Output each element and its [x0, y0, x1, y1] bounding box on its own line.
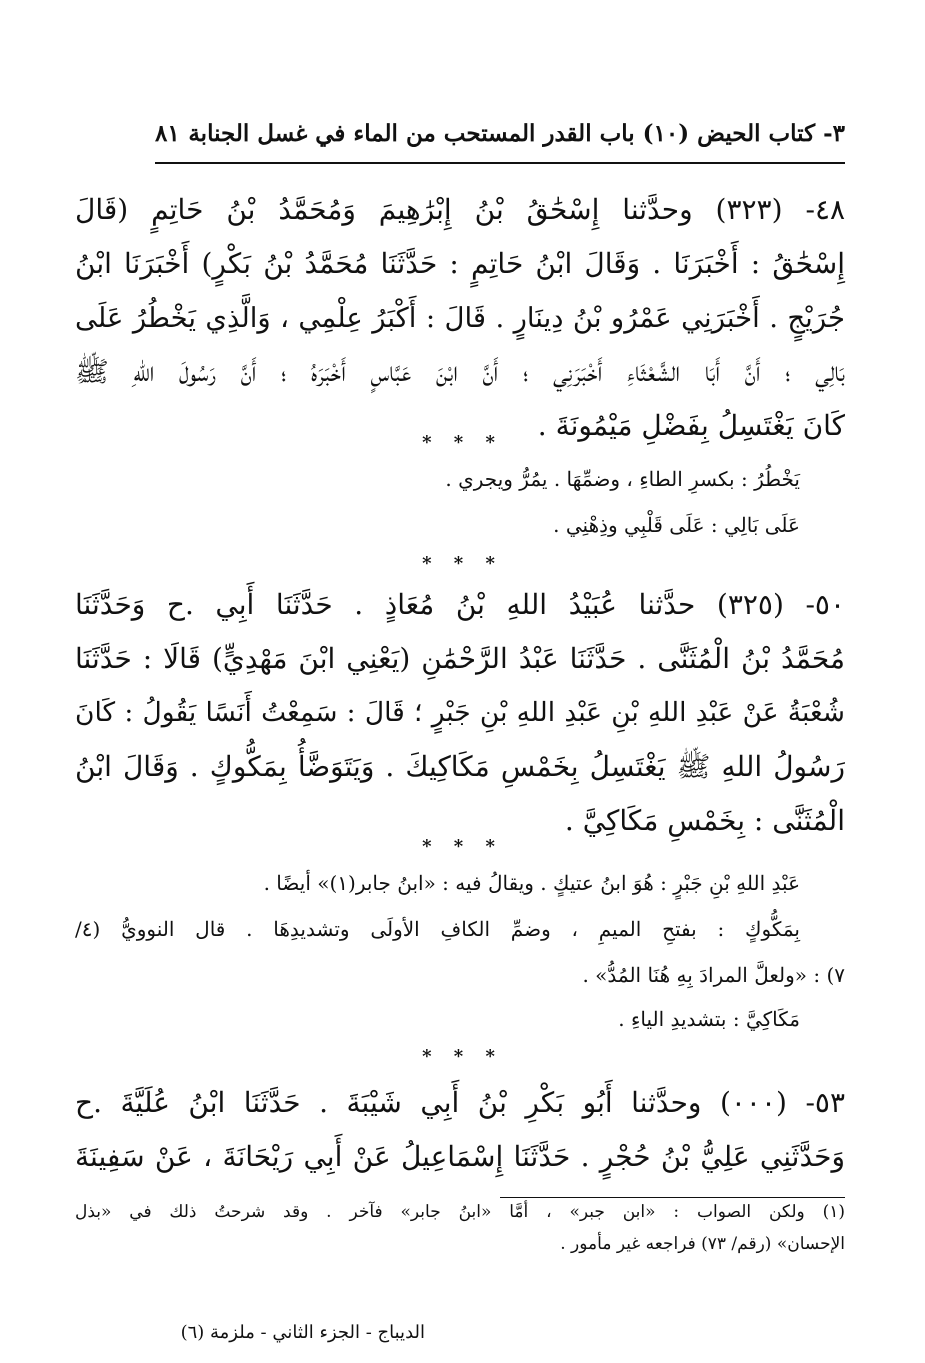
hadith-48-line-5: كَانَ يَغْتَسِلُ بِفَضْلِ مَيْمُونَةَ . [537, 409, 845, 442]
section-separator: * * * [422, 1046, 503, 1067]
footnote-line-1: (١) ولكن الصواب : «ابن جبر» ، أمَّا «ابنُ جابر» فآخر . وقد شرحتُ ذلك في «بذل [75, 1202, 845, 1222]
note-makkuk-continued: ٧) : «ولعلَّ المرادَ بِهِ هُنَا المُدُّ» . [582, 963, 845, 987]
header-rule [155, 162, 845, 164]
hadith-50-line-2: مُحَمَّدُ بْنُ الْمُثَنَّى . حَدَّثَنَا عَبْدُ الرَّحْمَٰنِ (يَعْنِي ابْنَ مَهْدِيٍّ) قَالَا : حَدَّثَنَا [75, 642, 845, 675]
hadith-48-line-4: بَالِي ؛ أَنَّ أَبَا الشَّعْثَاءِ أَخْبَرَنِي ؛ أَنَّ ابْنَ عَبَّاسٍ أَخْبَرَهُ ؛ أَنَّ رَسُولَ اللهِ ﷺ [75, 355, 845, 388]
hadith-53-line-2: وَحَدَّثَنِي عَلِيُّ بْنُ حُجْرٍ . حَدَّثَنَا إِسْمَاعِيلُ عَنْ أَبِي رَيْحَانَةَ ، عَنْ سَفِينَةَ [75, 1140, 845, 1173]
note-makkuk: بِمَكُّوكٍ : بفتحِ الميمِ ، وضمِّ الكافِ الأولَى وتشديدِهَا . قال النوويُّ (٤/ [75, 917, 800, 941]
signature-mark: الديباج - الجزء الثاني - ملزمة (٦) [180, 1322, 425, 1343]
hadith-48-line-3: جُرَيْجٍ . أَخْبَرَنِي عَمْرُو بْنُ دِينَارٍ . قَالَ : أَكْبَرُ عِلْمِي ، وَالَّذِي يَخْطُرُ عَلَى [75, 302, 845, 334]
hadith-53-line-1: ٥٣- (٠٠٠) وحدَّثنا أَبُو بَكْرِ بْنُ أَبِي شَيْبَةَ . حَدَّثَنَا ابْنُ عُلَيَّةَ .ح [75, 1086, 845, 1119]
footnote-line-2: الإحسان» (رقم/ ٧٣) فراجعه غير مأمور . [560, 1234, 845, 1254]
note-yakhturu: يَخْطُرُ : بكسرِ الطاءِ ، وضمِّهَا . يمُرُّ ويجري . [445, 467, 800, 491]
section-separator: * * * [422, 553, 503, 574]
page-number: ٨١ [155, 120, 180, 147]
running-header [155, 120, 845, 158]
header-title: ٣- كتاب الحيض (١٠) باب القدر المستحب من الماء في غسل الجنابة [188, 120, 845, 147]
hadith-48-line-2: إِسْحَٰقُ : أَخْبَرَنَا . وَقَالَ ابْنُ حَاتِمٍ : حَدَّثَنَا مُحَمَّدُ بْنُ بَكْرٍ) أَخْبَرَنَا ابْنُ [75, 247, 845, 280]
note-ala-bali: عَلَى بَالِي : عَلَى قَلْبِي وذِهْنِي . [553, 513, 800, 537]
hadith-50-line-3: شُعْبَةُ عَنْ عَبْدِ اللهِ بْنِ عَبْدِ اللهِ بْنِ جَبْرٍ ؛ قَالَ : سَمِعْتُ أَنَسًا يَقُولُ : كَانَ [75, 697, 845, 728]
note-abdullah-ibn-jabr: عَبْدِ اللهِ بْنِ جَبْرٍ : هُوَ ابنُ عتيكٍ . ويقالُ فيه : «ابنُ جابر(١)» أيضًا . [263, 871, 800, 895]
note-makaki: مَكَاكِيَّ : بتشديدِ الياءِ . [618, 1007, 800, 1031]
section-separator: * * * [422, 836, 503, 857]
section-separator: * * * [422, 432, 503, 453]
hadith-48-line-1: ٤٨- (٣٢٣) وحدَّثنا إِسْحَٰقُ بْنُ إِبْرَٰهِيمَ وَمُحَمَّدُ بْنُ حَاتِمٍ (قَالَ [75, 193, 846, 226]
hadith-50-line-1: ٥٠- (٣٢٥) حدَّثنا عُبَيْدُ اللهِ بْنُ مُعَاذٍ . حَدَّثَنَا أَبِي .ح وَحَدَّثَنَا [75, 588, 845, 621]
hadith-50-line-4: رَسُولُ اللهِ ﷺ يَغْتَسِلُ بِخَمْسِ مَكَاكِيكَ . وَيَتَوَضَّأُ بِمَكُّوكٍ . وَقَالَ ابْنُ [75, 750, 845, 783]
hadith-50-line-5: الْمُثَنَّى : بِخَمْسِ مَكَاكِيَّ . [564, 804, 845, 837]
